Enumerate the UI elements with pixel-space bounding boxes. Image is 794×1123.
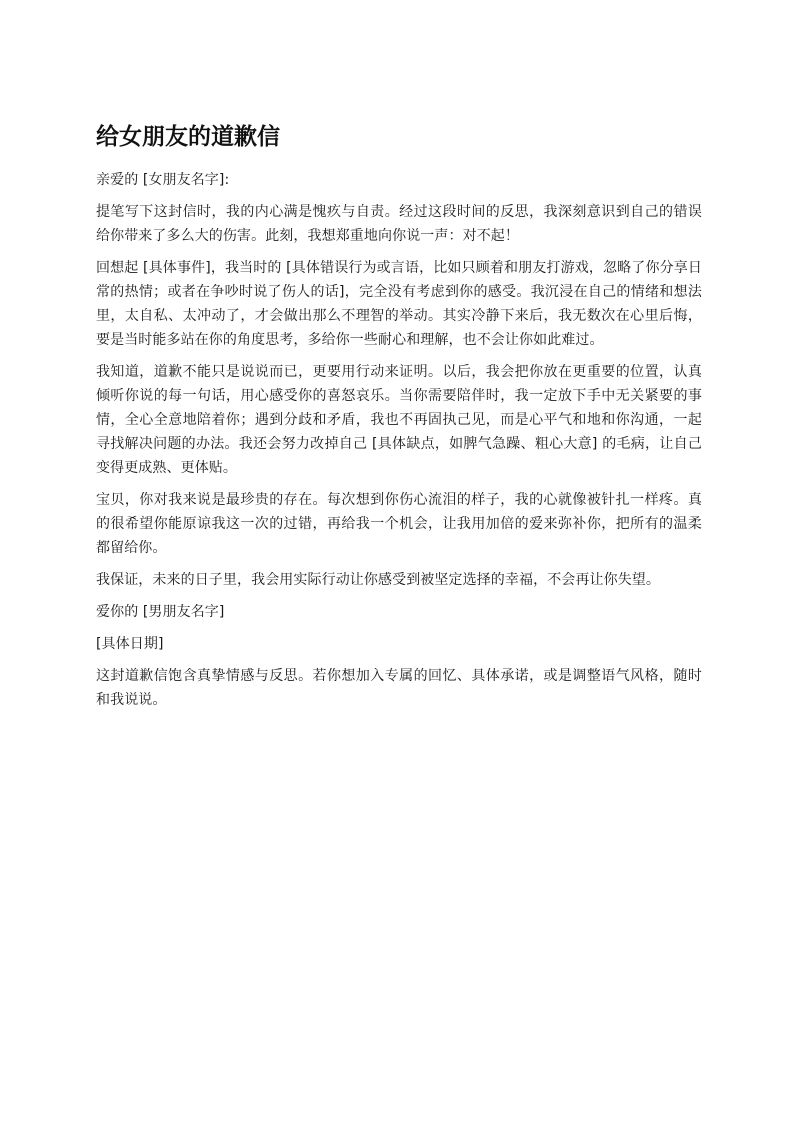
paragraph-3: 我知道，道歉不能只是说说而已，更要用行动来证明。以后，我会把你放在更重要的位置，认真倾听你说的每一句话，用心感受你的喜怒哀乐。当你需要陪伴时，我一定放下手中无关紧要的事情，全心全意地陪着你；遇到分歧和矛盾，我也不再固执己见，而是心平气和地和你沟通，一起寻找解决问题的办法。我还会努力改掉自己 [具体缺点，如脾气急躁、粗心大意] 的毛病，让自己变得更成熟、更体贴。 xyxy=(96,364,702,476)
paragraph-5: 我保证，未来的日子里，我会用实际行动让你感受到被坚定选择的幸福，不会再让你失望。 xyxy=(96,572,660,588)
document-title: 给女朋友的道歉信 xyxy=(96,124,280,150)
paragraph-4: 宝贝，你对我来说是最珍贵的存在。每次想到你伤心流泪的样子，我的心就像被针扎一样疼。真的很希望你能原谅我这一次的过错，再给我一个机会，让我用加倍的爱来弥补你，把所有的温柔都留给你。 xyxy=(96,492,702,556)
signature: 爱你的 [男朋友名字] xyxy=(96,604,225,620)
paragraph-2: 回想起 [具体事件]，我当时的 [具体错误行为或言语，比如只顾着和朋友打游戏，忽略了你分享日常的热情；或者在争吵时说了伤人的话]，完全没有考虑到你的感受。我沉浸在自己的情绪和想法里，太自私、太冲动了，才会做出那么不理智的举动。其实冷静下来后，我无数次在心里后悔，要是当时能多站在你的角度思考，多给你一些耐心和理解，也不会让你如此难过。 xyxy=(96,260,702,348)
closing-note: 这封道歉信饱含真挚情感与反思。若你想加入专属的回忆、具体承诺，或是调整语气风格，随时和我说说。 xyxy=(96,668,702,708)
paragraph-1: 提笔写下这封信时，我的内心满是愧疚与自责。经过这段时间的反思，我深刻意识到自己的错误给你带来了多么大的伤害。此刻，我想郑重地向你说一声：对不起！ xyxy=(96,204,702,244)
greeting: 亲爱的 [女朋友名字]: xyxy=(96,172,230,188)
document-page xyxy=(96,120,702,720)
date: [具体日期] xyxy=(96,636,164,652)
